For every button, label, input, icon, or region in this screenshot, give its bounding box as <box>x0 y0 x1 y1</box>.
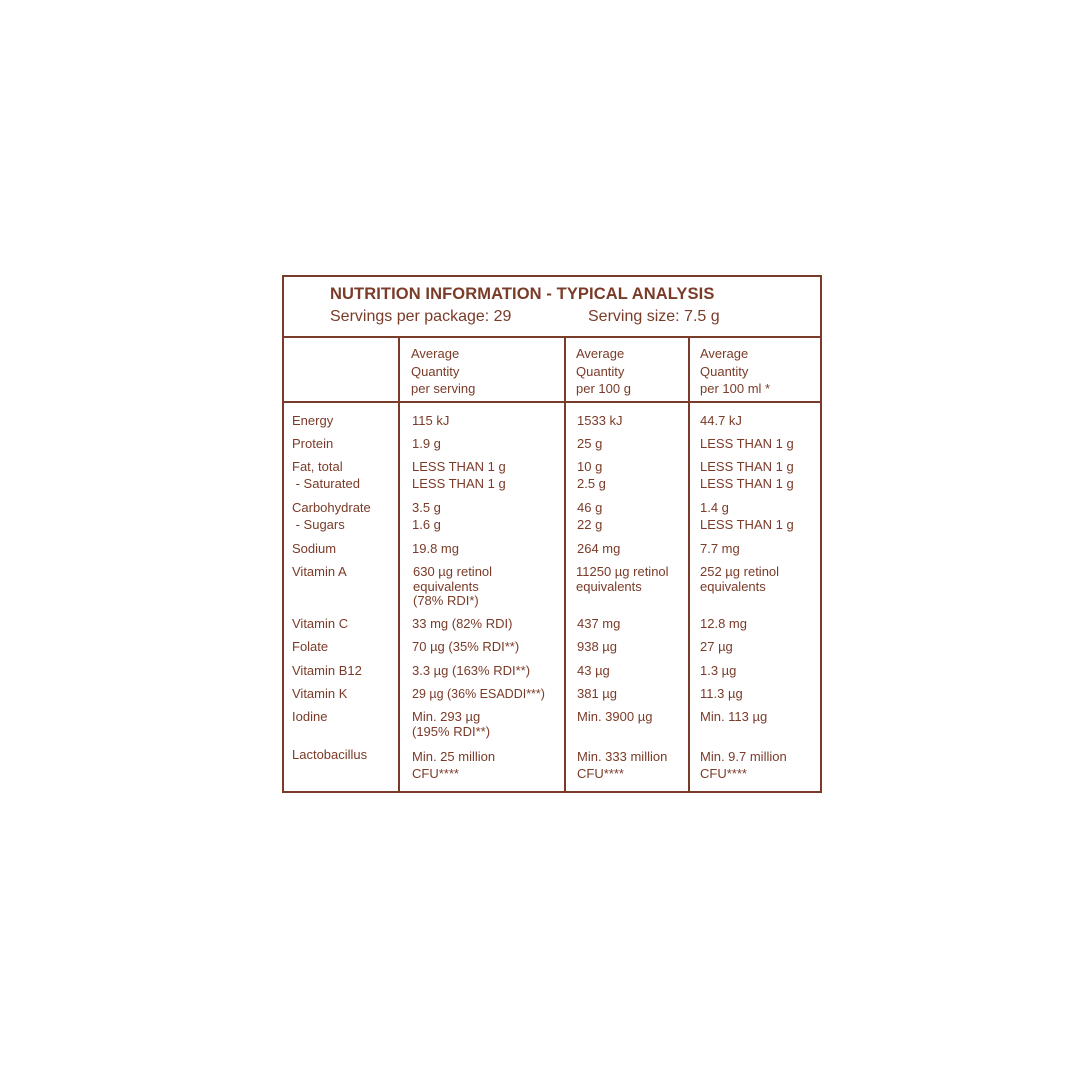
cell-line: Min. 9.7 million <box>700 749 787 764</box>
header-divider <box>284 336 820 338</box>
cell-vitamin-k-100ml: 11.3 µg <box>700 686 743 701</box>
nutrition-panel <box>282 275 822 793</box>
cell-lactobacillus-100ml <box>700 748 787 782</box>
header-line: Quantity <box>411 363 460 379</box>
cell-folate-100ml: 27 µg <box>700 639 733 654</box>
cell-line: equivalents <box>576 578 642 594</box>
cell-sodium-serving: 19.8 mg <box>412 541 459 556</box>
header-line: Average <box>576 346 625 361</box>
cell-line: equivalents <box>700 578 766 594</box>
cell-line: CFU**** <box>700 766 747 781</box>
cell-iodine-100ml: Min. 113 µg <box>700 709 768 724</box>
cell-fat-100ml: LESS THAN 1 g <box>700 459 794 474</box>
cell-lactobacillus-serving <box>412 748 495 782</box>
cell-folate-100g: 938 µg <box>577 639 618 654</box>
cell-line: CFU**** <box>412 766 459 781</box>
cell-vitamin-a-100g <box>576 565 669 594</box>
cell-energy-100g: 1533 kJ <box>577 413 623 428</box>
cell-carbohydrate-serving: 3.5 g <box>412 500 441 515</box>
cell-sodium-100ml: 7.7 mg <box>700 541 740 556</box>
cell-energy-100ml: 44.7 kJ <box>700 413 742 428</box>
cell-vitamin-c-100ml: 12.8 mg <box>700 616 747 631</box>
cell-folate-serving: 70 µg (35% RDI**) <box>412 639 520 654</box>
cell-sugars-serving: 1.6 g <box>412 517 441 532</box>
cell-saturated-serving: LESS THAN 1 g <box>412 476 506 491</box>
header-line: Average <box>411 346 460 361</box>
cell-line: CFU**** <box>577 766 624 781</box>
cell-vitamin-b12-100g: 43 µg <box>577 663 610 678</box>
column-divider-2 <box>564 337 566 791</box>
row-label-vitamin-c: Vitamin C <box>292 616 349 631</box>
row-label-carbohydrate: Carbohydrate <box>292 500 371 515</box>
cell-line: Min. 25 million <box>412 749 496 764</box>
header-per-serving <box>411 345 475 398</box>
cell-line: 630 µg retinol <box>413 564 493 579</box>
cell-protein-serving: 1.9 g <box>412 436 441 451</box>
cell-carbohydrate-100ml: 1.4 g <box>700 500 729 515</box>
header-line: per 100 g <box>576 381 631 396</box>
cell-vitamin-a-serving <box>413 565 492 609</box>
cell-saturated-100ml: LESS THAN 1 g <box>700 476 794 491</box>
cell-line: (78% RDI*) <box>413 593 479 608</box>
cell-line: Min. 293 µg <box>412 709 481 724</box>
row-label-sodium: Sodium <box>292 541 337 556</box>
row-label-energy: Energy <box>292 413 334 428</box>
row-label-vitamin-k: Vitamin K <box>292 686 348 701</box>
cell-vitamin-b12-100ml: 1.3 µg <box>700 663 737 678</box>
header-line: per serving <box>411 381 476 396</box>
cell-sugars-100ml: LESS THAN 1 g <box>700 517 794 532</box>
header-line: Average <box>700 346 749 361</box>
row-label-saturated: - Saturated <box>292 476 360 491</box>
cell-sugars-100g: 22 g <box>577 517 603 532</box>
cell-vitamin-k-100g: 381 µg <box>577 686 618 701</box>
cell-vitamin-a-100ml <box>700 565 779 594</box>
cell-vitamin-c-serving: 33 mg (82% RDI) <box>412 616 513 631</box>
serving-size: Serving size: 7.5 g <box>588 308 720 325</box>
column-divider-3 <box>688 337 690 791</box>
column-header-divider <box>284 401 820 403</box>
row-label-fat: Fat, total <box>292 459 343 474</box>
cell-line: equivalents <box>413 578 479 594</box>
row-label-folate: Folate <box>292 639 329 654</box>
cell-protein-100ml: LESS THAN 1 g <box>700 436 794 451</box>
row-label-lactobacillus: Lactobacillus <box>292 747 368 762</box>
cell-iodine-100g: Min. 3900 µg <box>577 709 653 724</box>
servings-per-package: Servings per package: 29 <box>330 308 512 325</box>
header-line: per 100 ml * <box>700 381 771 396</box>
cell-line: 11250 µg retinol <box>576 564 669 579</box>
cell-protein-100g: 25 g <box>577 436 603 451</box>
row-label-iodine: Iodine <box>292 709 328 724</box>
cell-iodine-serving <box>412 710 490 739</box>
cell-line: (195% RDI**) <box>412 723 491 739</box>
cell-saturated-100g: 2.5 g <box>577 476 606 491</box>
column-divider-1 <box>398 337 400 791</box>
header-per-100ml <box>700 345 770 398</box>
cell-vitamin-c-100g: 437 mg <box>577 616 621 631</box>
row-label-vitamin-a: Vitamin A <box>292 564 347 579</box>
cell-carbohydrate-100g: 46 g <box>577 500 603 515</box>
header-line: Quantity <box>700 363 749 379</box>
cell-sodium-100g: 264 mg <box>577 541 621 556</box>
header-line: Quantity <box>576 363 625 379</box>
cell-lactobacillus-100g <box>577 748 667 782</box>
cell-vitamin-b12-serving: 3.3 µg (163% RDI**) <box>412 663 531 678</box>
cell-line: 252 µg retinol <box>700 564 780 579</box>
cell-vitamin-k-serving: 29 µg (36% ESADDI***) <box>412 687 545 701</box>
panel-title: NUTRITION INFORMATION - TYPICAL ANALYSIS <box>330 285 715 303</box>
header-per-100g <box>576 345 631 398</box>
row-label-vitamin-b12: Vitamin B12 <box>292 663 362 678</box>
cell-line: Min. 333 million <box>577 749 668 764</box>
cell-fat-serving: LESS THAN 1 g <box>412 459 506 474</box>
row-label-protein: Protein <box>292 436 334 451</box>
cell-fat-100g: 10 g <box>577 459 603 474</box>
row-label-sugars: - Sugars <box>292 517 345 532</box>
cell-energy-serving: 115 kJ <box>412 413 450 428</box>
